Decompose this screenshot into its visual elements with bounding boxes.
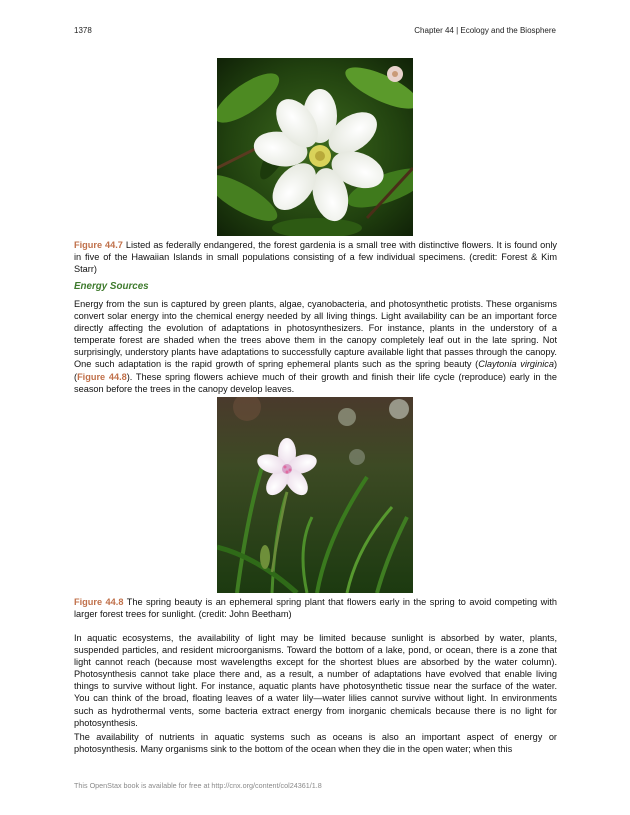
paragraph-energy-sources bbox=[74, 298, 557, 395]
species-name: Claytonia virginica bbox=[478, 359, 554, 370]
paragraph-aquatic-nutrients: The availability of nutrients in aquatic systems such as oceans is also an important aspect of energy or photosynthesis. Many organisms sink to the bottom of the ocean when they die in the open water; when this bbox=[74, 732, 557, 755]
page-footer: This OpenStax book is available for free at http://cnx.org/content/col24361/1.8 bbox=[74, 781, 322, 790]
figure-44-8-caption-text: The spring beauty is an ephemeral spring plant that flowers early in the spring to avoid competing with larger forest trees for sunlight. (credit: John Beetham) bbox=[74, 597, 557, 619]
forest-gardenia-photo bbox=[217, 58, 413, 236]
figure-44-8-link[interactable]: Figure 44.8 bbox=[77, 371, 127, 382]
section-heading-energy-sources: Energy Sources bbox=[74, 281, 149, 292]
figure-44-8-caption bbox=[74, 596, 557, 620]
spring-beauty-photo bbox=[217, 397, 413, 593]
running-header: Chapter 44 | Ecology and the Biosphere bbox=[414, 26, 556, 35]
figure-44-7-caption bbox=[74, 239, 557, 275]
page-number: 1378 bbox=[74, 26, 92, 35]
figure-44-8-label: Figure 44.8 bbox=[74, 597, 124, 607]
paragraph-text: ) ( bbox=[74, 359, 558, 382]
paragraph-aquatic-light: In aquatic ecosystems, the availability of light may be limited because sunlight is absorbed by water, plants, suspended particles, and resident microorganisms. Toward the bottom of a lake, pond, or ocean, there is a zone that light cannot reach (because most wavelengths except for the shortest blues are absorbed by the water column). Photosynthesis cannot take place there and, as a result, a number of adaptations have evolved that enable living things to survive without light. For instance, aquatic plants have photosynthetic tissue near the surface of the water. You can think of the broad, floating leaves of a water lily—water lilies cannot survive without light. In environments such as hydrothermal vents, some bacteria extract energy from inorganic chemicals because there is no light for photosynthesis. bbox=[74, 633, 557, 728]
paragraph-text: ). These spring flowers achieve much of their growth and finish their life cycle (reproduce) early in the season before the trees in the canopy develop leaves. bbox=[74, 371, 557, 394]
paragraph-text: Energy from the sun is captured by green plants, algae, cyanobacteria, and photosynthetic protists. These organisms convert solar energy into the chemical energy needed by all living things. Light availability can be an important force directly affecting the evolution of adaptations in photosynthesizers. For instance, plants in the understory of a temperate forest are shaded when the trees above them in the canopy completely leaf out in the late spring. Not surprisingly, understory plants have adaptations to successfully capture available light that passes through the canopy. One such adaptation is the rapid growth of spring ephemeral plants such as the spring beauty ( bbox=[74, 299, 557, 370]
figure-44-7-label: Figure 44.7 bbox=[74, 240, 123, 250]
figure-44-7-caption-text: Listed as federally endangered, the forest gardenia is a small tree with distinctive flowers. It is found only in five of the Hawaiian Islands in small populations consisting of a few individual specimens. (credit: Forest & Kim Starr) bbox=[74, 240, 557, 274]
